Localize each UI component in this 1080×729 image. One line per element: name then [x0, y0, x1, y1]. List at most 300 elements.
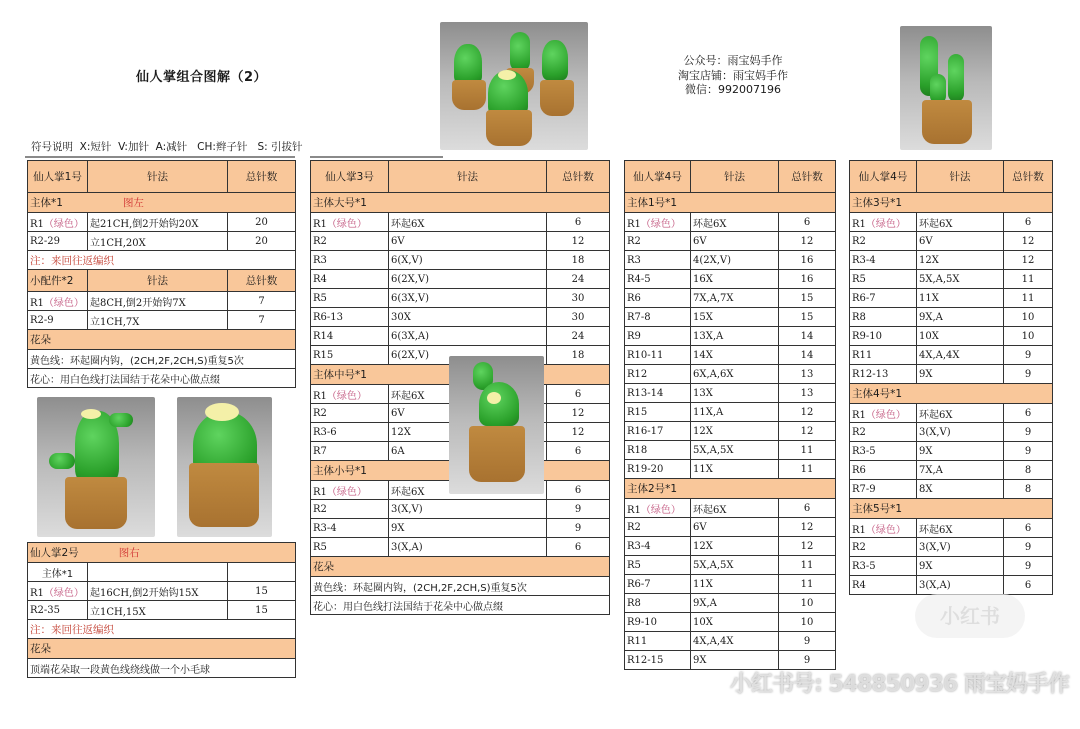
cell-text: R1: [852, 409, 866, 421]
table-cell: 7: [228, 292, 296, 311]
table-cell: 黄色线：环起圈内钩，(2CH,2F,2CH,S)重复5次: [311, 577, 610, 596]
table-cell: 6: [779, 213, 836, 232]
table-row: [625, 384, 836, 403]
table-cell: [28, 543, 296, 563]
table-cell: R19-20: [625, 460, 691, 479]
table-cell: [850, 519, 917, 538]
table-cell: R3: [311, 251, 389, 270]
table-cell: 主体中号*1: [311, 365, 610, 385]
table-row: [850, 538, 1053, 557]
table-row: [311, 251, 610, 270]
table-cell: 起16CH,倒2开始钩15X: [88, 582, 228, 601]
table-cell: 12: [779, 537, 836, 556]
contact-info: [668, 54, 798, 98]
table-cell: 主体小号*1: [311, 461, 610, 481]
table-cell: R2-35: [28, 601, 88, 620]
contact-wechat-account: 公众号：雨宝妈手作: [683, 54, 783, 67]
section-header: [850, 193, 1053, 213]
table-cell: 6X,A,6X: [691, 365, 779, 384]
table-cell: R3-4: [850, 251, 917, 270]
table-cell: 12X: [917, 251, 1004, 270]
table-cell: [88, 563, 228, 582]
table-row: [850, 461, 1053, 480]
table-cell: 30: [547, 308, 610, 327]
table-cell: 30: [547, 289, 610, 308]
table-row: [850, 213, 1053, 232]
table-cell: R2: [311, 404, 389, 423]
table-cell: 6: [547, 385, 610, 404]
photo-cactus-4: [900, 26, 992, 150]
table-title: 仙人掌3号: [311, 161, 389, 193]
table-cell: [311, 385, 389, 404]
table-row: [625, 365, 836, 384]
table-row: [850, 346, 1053, 365]
table-cell: R11: [850, 346, 917, 365]
table-cell: [28, 213, 88, 232]
table-row: [850, 423, 1053, 442]
table-row: [311, 500, 610, 519]
table-cell: R4-5: [625, 270, 691, 289]
table-cell: 6A: [389, 442, 547, 461]
table-cell: 6: [547, 538, 610, 557]
table-cell: R3-4: [625, 537, 691, 556]
table-row: [311, 327, 610, 346]
table-cell: 6: [779, 499, 836, 518]
table-cell: 3(X,V): [917, 538, 1004, 557]
table-cell: 总针数: [228, 270, 296, 292]
table-cell: 环起6X: [917, 404, 1004, 423]
table-cell: R12-15: [625, 651, 691, 670]
cell-text: （绿色）: [640, 504, 681, 516]
table-cell: 花心：用白色线打法国结于花朵中心做点缀: [28, 369, 296, 388]
table-cell: 7: [228, 311, 296, 330]
table-cell: R5: [311, 289, 389, 308]
instruction-row: [28, 350, 296, 369]
table-cell: 9X: [917, 442, 1004, 461]
table-row: [850, 365, 1053, 384]
image-position-tag: 图左: [122, 197, 144, 209]
table-cell: 小配件*2: [28, 270, 88, 292]
cell-text: R1: [313, 486, 327, 498]
table-cell: 6: [547, 442, 610, 461]
table-cell: 16: [779, 270, 836, 289]
xiaohongshu-logo-watermark: 小红书: [915, 594, 1025, 638]
table-row: [625, 270, 836, 289]
table-cell: 12: [547, 404, 610, 423]
table-cell: [311, 481, 389, 500]
table-cell: 花朵: [28, 639, 296, 659]
table-cell: 10: [779, 613, 836, 632]
table-cell: 6(2X,V): [389, 346, 547, 365]
table-cell: 6: [1004, 404, 1053, 423]
cell-text: （绿色）: [865, 524, 906, 536]
table-cell: 6V: [389, 232, 547, 251]
table-row: [28, 292, 296, 311]
table-cell: [311, 213, 389, 232]
section-header: [625, 479, 836, 499]
table-row: [625, 422, 836, 441]
table-cell: 9: [1004, 423, 1053, 442]
table-row: [625, 613, 836, 632]
table-cell: 环起6X: [389, 481, 547, 500]
divider: [310, 156, 443, 158]
table-row: [311, 213, 610, 232]
table-cell: 立1CH,20X: [88, 232, 228, 251]
table-cell: 11: [779, 575, 836, 594]
table-cell: 环起6X: [389, 213, 547, 232]
table-cell: 15: [779, 308, 836, 327]
table-cell: R10-11: [625, 346, 691, 365]
table-cell: 主体*1: [28, 563, 88, 582]
table-cell: 8: [1004, 461, 1053, 480]
cell-text: （绿色）: [43, 297, 84, 309]
table-cell: 10: [779, 594, 836, 613]
table-cell: 13: [779, 365, 836, 384]
table-cell: R2-9: [28, 311, 88, 330]
section-header: [28, 330, 296, 350]
table-row: [625, 403, 836, 422]
table-row: [311, 232, 610, 251]
table-cell: 黄色线：环起圈内钩，(2CH,2F,2CH,S)重复5次: [28, 350, 296, 369]
cell-text: R1: [852, 524, 866, 536]
table-cell: 起8CH,倒2开始钩7X: [88, 292, 228, 311]
table-cell: 7X,A,7X: [691, 289, 779, 308]
table-cactus-4b: [849, 160, 1053, 595]
table-cell: R2: [625, 232, 691, 251]
table-cell: 花朵: [311, 557, 610, 577]
table-cell: 起21CH,倒2开始钩20X: [88, 213, 228, 232]
table-row: [850, 519, 1053, 538]
table-cell: 11X: [691, 575, 779, 594]
table-cell: [850, 213, 917, 232]
table-cell: 9X,A: [691, 594, 779, 613]
table-cell: 11: [779, 460, 836, 479]
table-cell: 环起6X: [691, 213, 779, 232]
table-row: [625, 327, 836, 346]
table-cell: 13: [779, 384, 836, 403]
table-cell: 12: [1004, 232, 1053, 251]
table-cactus-2: [27, 542, 296, 678]
table-cell: R6-7: [850, 289, 917, 308]
section-header: [850, 499, 1053, 519]
table-cell: R6-13: [311, 308, 389, 327]
table-cell: 6(X,V): [389, 251, 547, 270]
table-cell: 20: [228, 213, 296, 232]
table-row: [311, 270, 610, 289]
table-cell: 16X: [691, 270, 779, 289]
table-cell: 9X: [691, 651, 779, 670]
section-header: [311, 557, 610, 577]
table-header: [28, 543, 296, 563]
table-cell: 12: [547, 232, 610, 251]
table-cell: 7X,A: [917, 461, 1004, 480]
cell-text: R1: [627, 504, 641, 516]
cell-text: （绿色）: [43, 218, 84, 230]
table-cell: 9: [1004, 538, 1053, 557]
note-row: [28, 251, 296, 270]
column-stitch: 针法: [691, 161, 779, 193]
table-cell: 13X: [691, 384, 779, 403]
table-row: [311, 308, 610, 327]
table-cell: 12X: [389, 423, 547, 442]
instruction-row: [28, 369, 296, 388]
table-cell: 11X,A: [691, 403, 779, 422]
table-row: [625, 537, 836, 556]
table-cell: 9: [1004, 346, 1053, 365]
table-cell: R15: [311, 346, 389, 365]
table-cell: 主体5号*1: [850, 499, 1053, 519]
table-title: 仙人掌2号: [30, 547, 79, 559]
table-cell: 20: [228, 232, 296, 251]
table-cell: 主体2号*1: [625, 479, 836, 499]
table-row: [625, 632, 836, 651]
table-row: [625, 308, 836, 327]
table-cell: 13X,A: [691, 327, 779, 346]
table-cell: 11: [1004, 270, 1053, 289]
table-cell: R12: [625, 365, 691, 384]
table-cell: 立1CH,15X: [88, 601, 228, 620]
table-row: [850, 270, 1053, 289]
cell-text: （绿色）: [865, 218, 906, 230]
table-cell: 8X: [917, 480, 1004, 499]
table-row: [850, 232, 1053, 251]
table-header: [625, 161, 836, 193]
table-cell: 环起6X: [691, 499, 779, 518]
table-row: [625, 594, 836, 613]
table-row: [311, 289, 610, 308]
table-cell: 9: [779, 651, 836, 670]
table-cell: 花朵: [28, 330, 296, 350]
table-cell: R2-29: [28, 232, 88, 251]
table-cell: 5X,A,5X: [691, 441, 779, 460]
table-cell: 主体3号*1: [850, 193, 1053, 213]
table-row: [625, 556, 836, 575]
table-cell: R3: [625, 251, 691, 270]
table-cell: 11: [779, 556, 836, 575]
table-cell: 15: [779, 289, 836, 308]
table-cell: R13-14: [625, 384, 691, 403]
image-position-tag: 图右: [118, 547, 140, 559]
table-cell: 12: [1004, 251, 1053, 270]
table-row: [311, 538, 610, 557]
column-total: 总针数: [547, 161, 610, 193]
table-cell: 12: [779, 232, 836, 251]
instruction-row: [311, 596, 610, 615]
table-cell: 9: [1004, 557, 1053, 576]
note-row: [28, 620, 296, 639]
table-row: [850, 327, 1053, 346]
table-cell: 6: [547, 213, 610, 232]
table-cell: 环起6X: [917, 213, 1004, 232]
table-cell: [28, 582, 88, 601]
table-cell: R7-8: [625, 308, 691, 327]
table-cell: 15X: [691, 308, 779, 327]
table-cell: R6-7: [625, 575, 691, 594]
table-cell: R14: [311, 327, 389, 346]
column-total: 总针数: [1004, 161, 1053, 193]
table-cell: [850, 404, 917, 423]
table-cell: 立1CH,7X: [88, 311, 228, 330]
table-cell: 11X: [691, 460, 779, 479]
table-row: [850, 480, 1053, 499]
cell-text: R1: [627, 218, 641, 230]
table-cell: 注：来回往返编织: [28, 620, 296, 639]
table-row: [28, 232, 296, 251]
table-cell: 15: [228, 582, 296, 601]
table-cell: 16: [779, 251, 836, 270]
table-cell: R15: [625, 403, 691, 422]
table-row: [625, 213, 836, 232]
table-cell: 顶端花朵取一段黄色线绕线做一个小毛球: [28, 659, 296, 678]
table-cell: R11: [625, 632, 691, 651]
table-cell: 6V: [691, 232, 779, 251]
table-cell: 14X: [691, 346, 779, 365]
cell-text: R1: [313, 218, 327, 230]
table-cell: [28, 193, 296, 213]
table-cell: 9X,A: [917, 308, 1004, 327]
table-cell: 10X: [691, 613, 779, 632]
table-cell: 12: [779, 518, 836, 537]
table-row: [625, 251, 836, 270]
cell-text: R1: [852, 218, 866, 230]
table-row: [850, 576, 1053, 595]
table-cell: 6(3X,V): [389, 289, 547, 308]
table-cell: 12: [779, 403, 836, 422]
table-cell: [625, 213, 691, 232]
table-cell: 30X: [389, 308, 547, 327]
section-header: [850, 384, 1053, 404]
table-cell: 3(X,A): [917, 576, 1004, 595]
table-row: [625, 575, 836, 594]
divider: [25, 156, 295, 158]
table-row: [625, 499, 836, 518]
table-cell: R4: [850, 576, 917, 595]
table-cell: 9X: [389, 519, 547, 538]
cell-text: R1: [313, 390, 327, 402]
table-cell: R9-10: [850, 327, 917, 346]
table-cell: 6V: [691, 518, 779, 537]
column-stitch: 针法: [88, 161, 228, 193]
table-cell: 3(X,V): [389, 500, 547, 519]
table-cell: R3-4: [311, 519, 389, 538]
table-row: [625, 441, 836, 460]
table-cell: R8: [625, 594, 691, 613]
table-title: 仙人掌4号: [850, 161, 917, 193]
table-cell: R4: [311, 270, 389, 289]
cell-text: （绿色）: [326, 486, 367, 498]
table-cell: 12X: [691, 422, 779, 441]
table-row: [28, 582, 296, 601]
table-cell: 5X,A,5X: [917, 270, 1004, 289]
table-cell: 11X: [917, 289, 1004, 308]
table-row: [850, 404, 1053, 423]
table-cell: 9: [1004, 365, 1053, 384]
table-cell: 主体1号*1: [625, 193, 836, 213]
photo-cactus-1: [37, 397, 155, 537]
table-cell: R8: [850, 308, 917, 327]
page-title: 仙人掌组合图解（2）: [136, 70, 268, 85]
table-cell: R9-10: [625, 613, 691, 632]
table-cell: 注：来回往返编织: [28, 251, 296, 270]
table-cactus-4a: [624, 160, 836, 670]
table-row: [850, 251, 1053, 270]
table-cell: R3-5: [850, 442, 917, 461]
table-row: [850, 557, 1053, 576]
table-cell: 9X: [917, 557, 1004, 576]
table-cell: 环起6X: [917, 519, 1004, 538]
table-cell: 14: [779, 327, 836, 346]
photo-cactus-2: [177, 397, 272, 537]
table-cell: 6: [1004, 213, 1053, 232]
table-cell: [625, 499, 691, 518]
table-row: [850, 308, 1053, 327]
table-cell: 9: [1004, 442, 1053, 461]
table-cell: R12-13: [850, 365, 917, 384]
xiaohongshu-id-watermark: 小红书号: 548850936 雨宝妈手作: [730, 672, 1069, 697]
table-cell: 6V: [389, 404, 547, 423]
table-cell: 6V: [917, 232, 1004, 251]
table-cell: 4X,A,4X: [917, 346, 1004, 365]
table-row: [28, 601, 296, 620]
table-row: [28, 311, 296, 330]
table-cell: R18: [625, 441, 691, 460]
table-header: [850, 161, 1053, 193]
symbol-legend: 符号说明 X:短针 V:加针 A:减针 CH:辫子针 S: 引拔针: [31, 141, 303, 153]
table-cell: 18: [547, 346, 610, 365]
cell-text: R1: [30, 218, 44, 230]
section-header: [28, 193, 296, 213]
table-cell: 主体4号*1: [850, 384, 1053, 404]
table-cell: 5X,A,5X: [691, 556, 779, 575]
column-total: 总针数: [228, 161, 296, 193]
section-header: [28, 270, 296, 292]
table-cell: 9X: [917, 365, 1004, 384]
table-cell: 9: [547, 519, 610, 538]
table-row: [625, 518, 836, 537]
table-cell: R5: [850, 270, 917, 289]
table-cell: 6: [1004, 519, 1053, 538]
table-header: [28, 161, 296, 193]
table-cell: 6(2X,V): [389, 270, 547, 289]
cell-text: （绿色）: [326, 390, 367, 402]
table-cell: R3-6: [311, 423, 389, 442]
table-cell: 12: [547, 423, 610, 442]
table-cell: 6: [547, 481, 610, 500]
table-cell: R2: [311, 500, 389, 519]
section-header: [625, 193, 836, 213]
table-cell: R9: [625, 327, 691, 346]
contact-wechat-id: 微信：992007196: [685, 83, 781, 96]
table-cell: 3(X,A): [389, 538, 547, 557]
table-row: [850, 289, 1053, 308]
table-cell: 15: [228, 601, 296, 620]
table-cell: R2: [311, 232, 389, 251]
cell-text: （绿色）: [326, 218, 367, 230]
section-title: 主体*1: [30, 197, 63, 209]
instruction-row: [28, 659, 296, 678]
table-cell: 4X,A,4X: [691, 632, 779, 651]
table-cell: 主体大号*1: [311, 193, 610, 213]
table-cell: 8: [1004, 480, 1053, 499]
table-cell: R2: [850, 538, 917, 557]
table-row: [850, 442, 1053, 461]
table-cell: 10X: [917, 327, 1004, 346]
table-cell: [228, 563, 296, 582]
table-cell: 6(3X,A): [389, 327, 547, 346]
table-cell: 9: [547, 500, 610, 519]
column-stitch: 针法: [917, 161, 1004, 193]
table-cell: 11: [1004, 289, 1053, 308]
